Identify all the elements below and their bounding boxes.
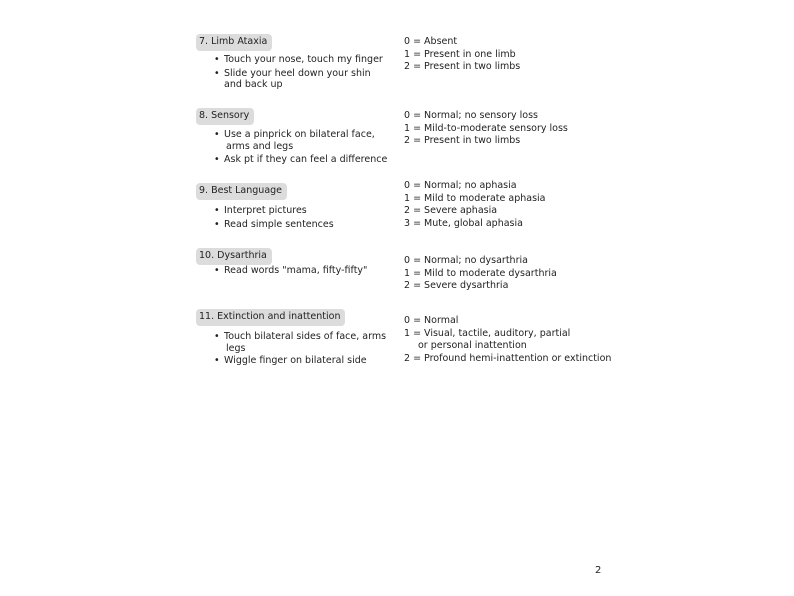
section-heading-best-language: 9. Best Language	[196, 183, 287, 200]
list-item-continuation: arms and legs	[226, 141, 294, 152]
list-item: • Slide your heel down your shin	[212, 68, 383, 81]
list-item-continuation: legs	[226, 343, 246, 354]
extinction-instructions-2	[212, 355, 367, 369]
best-language-instructions	[212, 205, 334, 232]
score-item: 0 = Normal; no aphasia	[404, 180, 517, 191]
list-item: • Wiggle finger on bilateral side	[212, 355, 367, 368]
sensory-instructions-2	[212, 154, 387, 168]
score-item: 2 = Severe dysarthria	[404, 280, 509, 291]
list-item: • Read words "mama, fifty-fifty"	[212, 265, 367, 278]
limb-ataxia-scores	[404, 36, 520, 74]
section-heading-sensory: 8. Sensory	[196, 108, 254, 125]
list-item: • Interpret pictures	[212, 205, 334, 218]
extinction-scores	[404, 315, 611, 365]
best-language-scores	[404, 180, 546, 230]
dysarthria-scores	[404, 255, 557, 293]
list-item: • Touch bilateral sides of face, arms	[212, 331, 386, 344]
limb-ataxia-instructions	[212, 54, 383, 81]
score-item: 1 = Mild to moderate dysarthria	[404, 267, 557, 279]
list-item-continuation: and back up	[224, 79, 283, 90]
score-item: 2 = Present in two limbs	[404, 135, 521, 146]
sensory-scores	[404, 110, 568, 148]
list-item: • Use a pinprick on bilateral face,	[212, 129, 375, 142]
score-item: 2 = Present in two limbs	[404, 61, 521, 72]
score-item: 0 = Absent	[404, 36, 458, 47]
score-item: 0 = Normal	[404, 315, 459, 326]
list-item: • Ask pt if they can feel a difference	[212, 154, 387, 167]
score-item: 2 = Severe aphasia	[404, 205, 498, 216]
section-heading-limb-ataxia: 7. Limb Ataxia	[196, 34, 272, 51]
section-heading-extinction-inattention: 11. Extinction and inattention	[196, 309, 345, 326]
page-number: 2	[595, 565, 602, 576]
score-item: 1 = Mild to moderate aphasia	[404, 192, 546, 204]
score-item: 2 = Profound hemi-inattention or extinction	[404, 352, 612, 364]
score-item: 0 = Normal; no sensory loss	[404, 110, 538, 121]
dysarthria-instructions	[212, 265, 367, 279]
score-item-continuation: or personal inattention	[418, 340, 527, 351]
score-item: 1 = Mild-to-moderate sensory loss	[404, 122, 568, 134]
score-item: 1 = Present in one limb	[404, 48, 516, 60]
score-item: 0 = Normal; no dysarthria	[404, 255, 528, 266]
list-item: • Read simple sentences	[212, 219, 334, 232]
score-item: 1 = Visual, tactile, auditory, partial	[404, 327, 571, 339]
list-item: • Touch your nose, touch my finger	[212, 54, 383, 67]
section-heading-dysarthria: 10. Dysarthria	[196, 248, 272, 265]
score-item: 3 = Mute, global aphasia	[404, 217, 523, 229]
